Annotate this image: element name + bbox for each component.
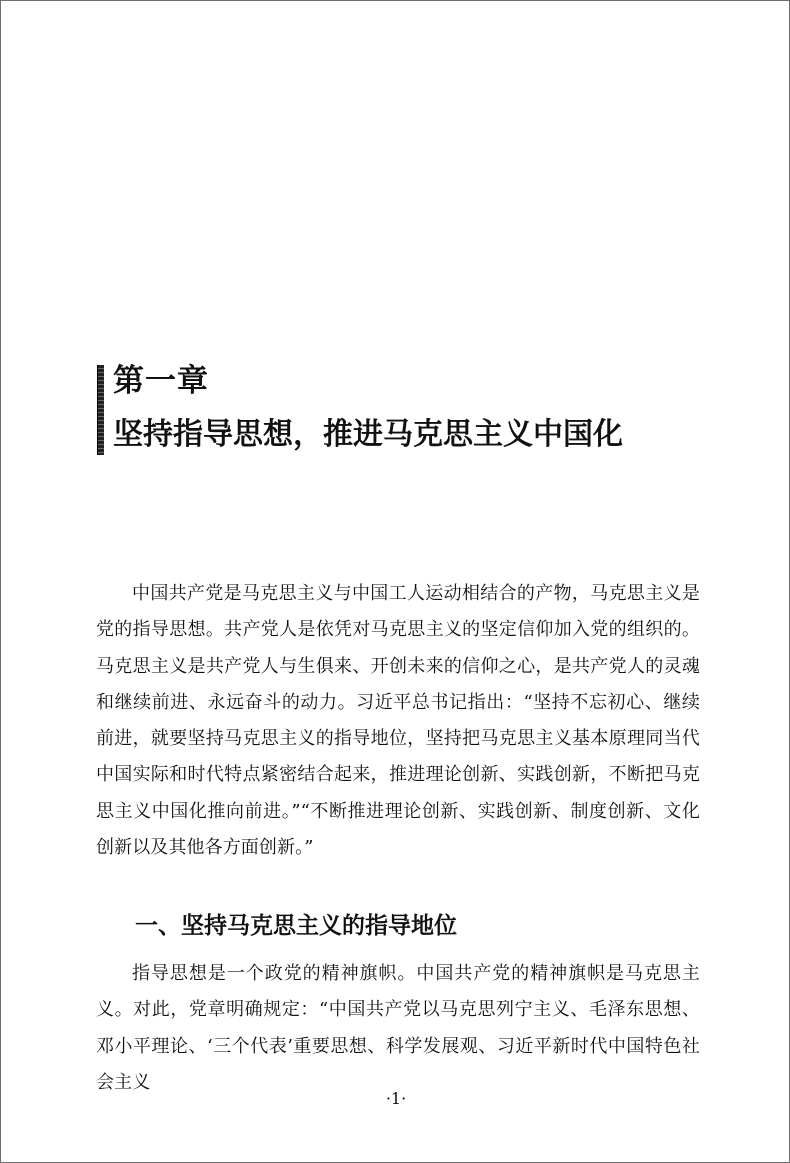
section-body-paragraph: 指导思想是一个政党的精神旗帜。中国共产党的精神旗帜是马克思主义。对此，党章明确规定：“中国共产党以马克思列宁主义、毛泽东思想、邓小平理论、‘三个代表’重要思想、科学发展观、习近平新时代中国特色社会主义 (96, 963, 700, 1093)
intro-paragraph: 中国共产党是马克思主义与中国工人运动相结合的产物，马克思主义是党的指导思想。共产党人是依凭对马克思主义的坚定信仰加入党的组织的。马克思主义是共产党人与生俱来、开创未来的信仰之心，是共产党人的灵魂和继续前进、永远奋斗的动力。习近平总书记指出：“坚持不忘初心、继续前进，就要坚持马克思主义的指导地位，坚持把马克思主义基本原理同当代中国实际和时代特点紧密结合起来，推进理论创新、实践创新，不断把马克思主义中国化推向前进。”“不断推进理论创新、实践创新、制度创新、文化创新以及其他各方面创新。” (96, 583, 700, 859)
chapter-decorative-bar (97, 365, 104, 455)
section-heading: 一、坚持马克思主义的指导地位 (135, 913, 457, 939)
chapter-number: 第一章 (113, 363, 209, 399)
page-number: ·1· (385, 1089, 407, 1108)
chapter-title: 坚持指导思想，推进马克思主义中国化 (113, 417, 623, 452)
chapter-header (97, 357, 697, 457)
